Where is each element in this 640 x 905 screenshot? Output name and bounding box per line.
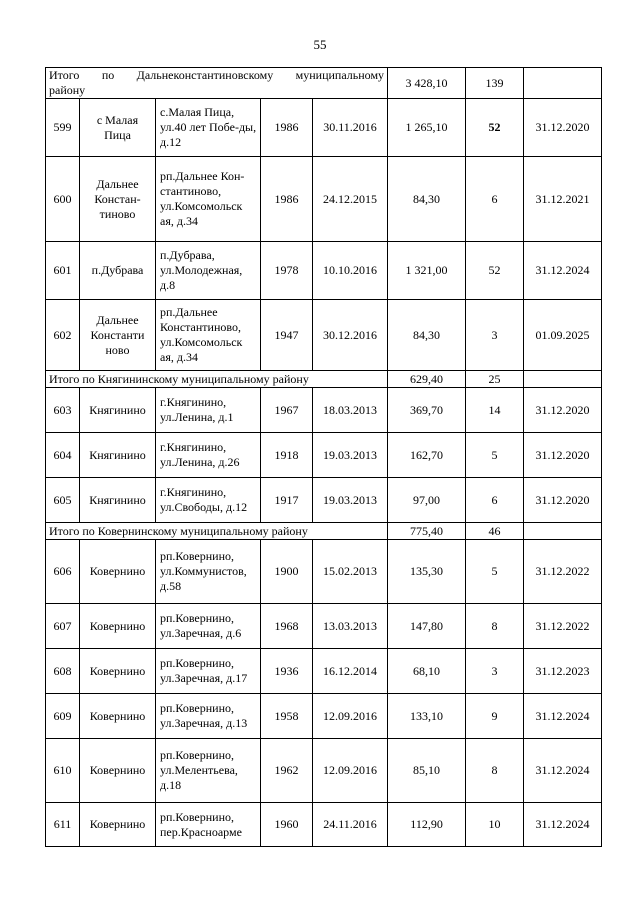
- row-number: 603: [46, 388, 80, 433]
- row-address: рп.Ковернино, ул.Мелентьева, д.18: [156, 739, 261, 803]
- summary-count: 139: [466, 68, 524, 99]
- row-deadline: 31.12.2024: [524, 694, 602, 739]
- row-deadline: 31.12.2024: [524, 739, 602, 803]
- row-date: 18.03.2013: [313, 388, 388, 433]
- row-year: 1978: [261, 242, 313, 300]
- table-row: [46, 99, 602, 157]
- table-row: [46, 739, 602, 803]
- row-address: рп.Дальнее Константиново, ул.Комсомольск ая, д.34: [156, 300, 261, 371]
- row-date: 30.11.2016: [313, 99, 388, 157]
- table-row: [46, 157, 602, 242]
- row-locality: п.Дубрава: [80, 242, 156, 300]
- row-year: 1962: [261, 739, 313, 803]
- row-address: г.Княгинино, ул.Свободы, д.12: [156, 478, 261, 523]
- row-date: 13.03.2013: [313, 604, 388, 649]
- table-row: [46, 388, 602, 433]
- summary-empty: [524, 68, 602, 99]
- row-locality: Княгинино: [80, 433, 156, 478]
- row-deadline: 01.09.2025: [524, 300, 602, 371]
- row-area: 135,30: [388, 540, 466, 604]
- row-date: 12.09.2016: [313, 694, 388, 739]
- row-number: 605: [46, 478, 80, 523]
- summary-row: [46, 523, 602, 540]
- table-row: [46, 649, 602, 694]
- row-area: 1 321,00: [388, 242, 466, 300]
- summary-area: 629,40: [388, 371, 466, 388]
- row-number: 609: [46, 694, 80, 739]
- row-area: 133,10: [388, 694, 466, 739]
- row-number: 610: [46, 739, 80, 803]
- row-locality: Ковернино: [80, 604, 156, 649]
- row-number: 607: [46, 604, 80, 649]
- row-year: 1947: [261, 300, 313, 371]
- row-date: 19.03.2013: [313, 433, 388, 478]
- row-year: 1936: [261, 649, 313, 694]
- row-area: 97,00: [388, 478, 466, 523]
- row-year: 1986: [261, 99, 313, 157]
- summary-count: 25: [466, 371, 524, 388]
- row-deadline: 31.12.2020: [524, 433, 602, 478]
- row-date: 24.11.2016: [313, 803, 388, 847]
- row-count: 52: [466, 242, 524, 300]
- row-date: 12.09.2016: [313, 739, 388, 803]
- row-year: 1967: [261, 388, 313, 433]
- row-count: 9: [466, 694, 524, 739]
- row-locality: Ковернино: [80, 694, 156, 739]
- summary-label: [46, 371, 388, 388]
- summary-label-line2: району: [49, 83, 86, 97]
- row-count: 3: [466, 300, 524, 371]
- row-count: 6: [466, 478, 524, 523]
- summary-empty: [524, 371, 602, 388]
- row-number: 608: [46, 649, 80, 694]
- summary-label: [46, 523, 388, 540]
- row-count: 8: [466, 604, 524, 649]
- row-area: 84,30: [388, 300, 466, 371]
- row-number: 606: [46, 540, 80, 604]
- row-address: рп.Ковернино, пер.Красноарме: [156, 803, 261, 847]
- row-deadline: 31.12.2020: [524, 388, 602, 433]
- row-deadline: 31.12.2020: [524, 99, 602, 157]
- row-deadline: 31.12.2020: [524, 478, 602, 523]
- row-address: рп.Ковернино, ул.Заречная, д.13: [156, 694, 261, 739]
- row-address: г.Княгинино, ул.Ленина, д.26: [156, 433, 261, 478]
- summary-label-line1: Итого по Дальнеконстантиновскому муниципальному: [49, 68, 385, 82]
- row-count: 5: [466, 540, 524, 604]
- row-deadline: 31.12.2022: [524, 540, 602, 604]
- table-row: [46, 694, 602, 739]
- housing-registry-table: [45, 67, 602, 847]
- row-number: 611: [46, 803, 80, 847]
- row-locality: с Малая Пица: [80, 99, 156, 157]
- row-date: 16.12.2014: [313, 649, 388, 694]
- row-number: 599: [46, 99, 80, 157]
- row-count: 52: [466, 99, 524, 157]
- summary-label-text: Итого по Ковернинскому муниципальному району: [49, 523, 308, 538]
- summary-area: 775,40: [388, 523, 466, 540]
- row-locality: Ковернино: [80, 739, 156, 803]
- table-row: [46, 433, 602, 478]
- row-date: 15.02.2013: [313, 540, 388, 604]
- summary-empty: [524, 523, 602, 540]
- row-number: 600: [46, 157, 80, 242]
- table-row: [46, 540, 602, 604]
- row-year: 1900: [261, 540, 313, 604]
- row-number: 601: [46, 242, 80, 300]
- row-address: г.Княгинино, ул.Ленина, д.1: [156, 388, 261, 433]
- row-deadline: 31.12.2022: [524, 604, 602, 649]
- row-locality: Дальнее Констан-тиново: [80, 157, 156, 242]
- row-deadline: 31.12.2021: [524, 157, 602, 242]
- row-address: п.Дубрава, ул.Молодежная, д.8: [156, 242, 261, 300]
- row-area: 162,70: [388, 433, 466, 478]
- row-locality: Ковернино: [80, 649, 156, 694]
- table-row: [46, 478, 602, 523]
- row-count: 5: [466, 433, 524, 478]
- table-row: [46, 300, 602, 371]
- row-count: 3: [466, 649, 524, 694]
- summary-label: [46, 68, 388, 99]
- row-locality: Ковернино: [80, 803, 156, 847]
- row-address: рп.Ковернино, ул.Заречная, д.17: [156, 649, 261, 694]
- row-date: 30.12.2016: [313, 300, 388, 371]
- row-date: 24.12.2015: [313, 157, 388, 242]
- row-date: 10.10.2016: [313, 242, 388, 300]
- row-area: 85,10: [388, 739, 466, 803]
- row-locality: Дальнее Константи ново: [80, 300, 156, 371]
- summary-row: [46, 68, 602, 99]
- row-year: 1960: [261, 803, 313, 847]
- row-area: 112,90: [388, 803, 466, 847]
- row-count: 10: [466, 803, 524, 847]
- row-area: 147,80: [388, 604, 466, 649]
- row-deadline: 31.12.2023: [524, 649, 602, 694]
- row-area: 1 265,10: [388, 99, 466, 157]
- row-area: 68,10: [388, 649, 466, 694]
- row-locality: Княгинино: [80, 388, 156, 433]
- row-year: 1968: [261, 604, 313, 649]
- row-area: 369,70: [388, 388, 466, 433]
- table-row: [46, 604, 602, 649]
- row-address: рп.Ковернино, ул.Коммунистов, д.58: [156, 540, 261, 604]
- row-number: 602: [46, 300, 80, 371]
- row-deadline: 31.12.2024: [524, 242, 602, 300]
- row-area: 84,30: [388, 157, 466, 242]
- summary-count: 46: [466, 523, 524, 540]
- table-row: [46, 803, 602, 847]
- row-date: 19.03.2013: [313, 478, 388, 523]
- summary-row: [46, 371, 602, 388]
- row-count: 6: [466, 157, 524, 242]
- row-year: 1917: [261, 478, 313, 523]
- row-locality: Ковернино: [80, 540, 156, 604]
- row-year: 1958: [261, 694, 313, 739]
- row-deadline: 31.12.2024: [524, 803, 602, 847]
- row-address: с.Малая Пица, ул.40 лет Побе-ды, д.12: [156, 99, 261, 157]
- row-locality: Княгинино: [80, 478, 156, 523]
- table-row: [46, 242, 602, 300]
- row-count: 14: [466, 388, 524, 433]
- row-year: 1986: [261, 157, 313, 242]
- row-address: рп.Дальнее Кон-стантиново, ул.Комсомольск ая, д.34: [156, 157, 261, 242]
- row-number: 604: [46, 433, 80, 478]
- summary-label-text: Итого по Княгининскому муниципальному району: [49, 371, 309, 386]
- row-address: рп.Ковернино, ул.Заречная, д.6: [156, 604, 261, 649]
- row-year: 1918: [261, 433, 313, 478]
- page-number: 55: [313, 37, 327, 52]
- row-count: 8: [466, 739, 524, 803]
- summary-area: 3 428,10: [388, 68, 466, 99]
